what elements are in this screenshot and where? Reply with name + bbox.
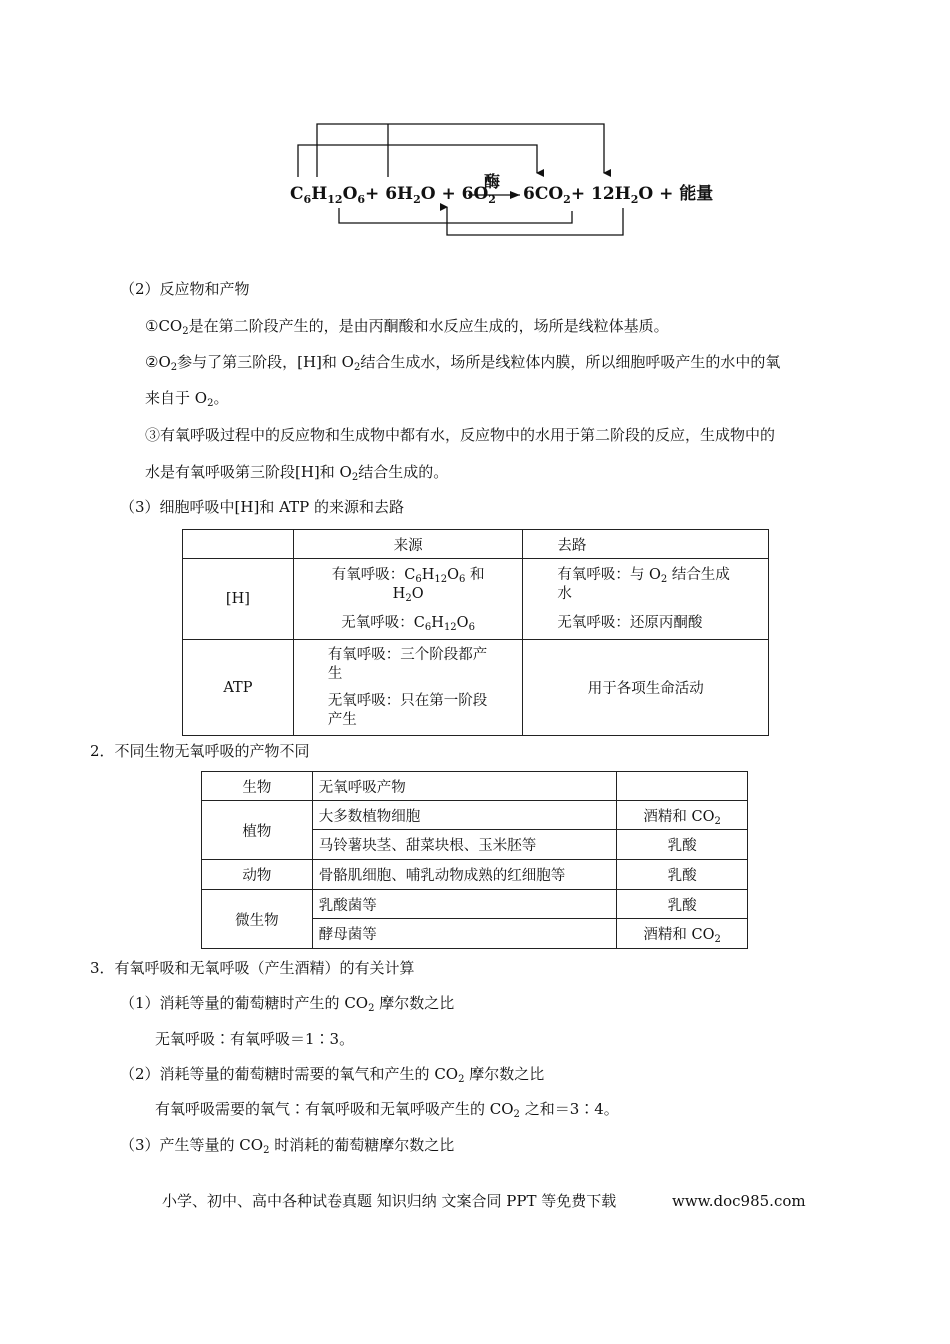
plant-product-2: 乳酸: [617, 830, 748, 860]
para-water-cont: 水是有氧呼吸第三阶段[H]和 $O_2$结合生成的。: [145, 463, 449, 483]
atp-source: 有氧呼吸：三个阶段都产 生 无氧呼吸：只在第一阶段 产生: [293, 640, 523, 736]
col-organism: 生物: [202, 772, 313, 801]
para-water: ③有氧呼吸过程中的反应物和生成物中都有水，反应物中的水用于第二阶段的反应，生成物中的: [145, 426, 776, 444]
section-3-heading: （3）细胞呼吸中[H]和 ATP 的来源和去路: [120, 498, 404, 516]
h-atp-table: [182, 529, 769, 736]
section-2-heading: （2）反应物和产物: [120, 280, 250, 298]
part-3-heading: 3．有氧呼吸和无氧呼吸（产生酒精）的有关计算: [90, 959, 415, 977]
para-co2: $①CO_2$是在第二阶段产生的，是由丙酮酸和水反应生成的，场所是线粒体基质。: [145, 317, 669, 337]
h-destination: 有氧呼吸：与 $O_2$ 结合生成 水 无氧呼吸：还原丙酮酸: [523, 559, 769, 640]
enzyme-label: 酶: [484, 172, 501, 191]
question-1: （1）消耗等量的葡萄糖时产生的 $CO_2$ 摩尔数之比: [120, 994, 455, 1014]
question-2: （2）消耗等量的葡萄糖时需要的氧气和产生的 $CO_2$ 摩尔数之比: [120, 1065, 545, 1085]
plant-cell-2: 马铃薯块茎、甜菜块根、玉米胚等: [312, 830, 616, 860]
answer-1: 无氧呼吸∶有氧呼吸＝1∶3。: [155, 1030, 355, 1048]
plant-label: 植物: [202, 801, 313, 860]
para-o2: $②O_2$参与了第三阶段，[H]和 $O_2$结合生成水，场所是线粒体内膜，所以细胞呼吸产生的水中的氧: [145, 353, 781, 373]
plant-cell-1: 大多数植物细胞: [312, 801, 616, 830]
microbe-product-2: 酒精和 $CO_2$: [617, 919, 748, 949]
anaerobic-products-table: [201, 771, 748, 949]
plant-product-1: 酒精和 $CO_2$: [617, 801, 748, 830]
microbe-cell-1: 乳酸菌等: [312, 890, 616, 919]
equation-products: $6CO_2+ 12H_2O$ + 能量: [523, 184, 714, 206]
microbe-product-1: 乳酸: [617, 890, 748, 919]
col-product: 无氧呼吸产物: [312, 772, 616, 801]
animal-product-1: 乳酸: [617, 860, 748, 890]
microbe-label: 微生物: [202, 890, 313, 949]
question-3: （3）产生等量的 $CO_2$ 时消耗的葡萄糖摩尔数之比: [120, 1136, 455, 1156]
respiration-equation-diagram: [280, 115, 714, 250]
equation-text: $C_6H_{12}O_6+ 6H_2O + 6O_2$: [290, 184, 496, 206]
col-source: 来源: [293, 530, 523, 559]
row-atp-label: ATP: [183, 640, 294, 736]
h-source: 有氧呼吸：$C_6H_{12}O_6$ 和 $H_2O$ 无氧呼吸：$C_6H_{12}O_6$: [293, 559, 523, 640]
answer-2: 有氧呼吸需要的氧气∶有氧呼吸和无氧呼吸产生的 $CO_2$ 之和＝3∶4。: [155, 1100, 619, 1120]
part-2-heading: 2．不同生物无氧呼吸的产物不同: [90, 742, 310, 760]
top-arrows: [298, 124, 623, 235]
row-h-label: [H]: [183, 559, 294, 640]
microbe-cell-2: 酵母菌等: [312, 919, 616, 949]
animal-label: 动物: [202, 860, 313, 890]
footer-text: 小学、初中、高中各种试卷真题 知识归纳 文案合同 PPT 等免费下载: [162, 1192, 617, 1210]
footer-url[interactable]: www.doc985.com: [672, 1192, 806, 1210]
animal-cell-1: 骨骼肌细胞、哺乳动物成熟的红细胞等: [312, 860, 616, 890]
para-o2-cont: 来自于 $O_2$。: [145, 389, 229, 409]
col-destination: 去路: [523, 530, 769, 559]
atp-destination: 用于各项生命活动: [523, 640, 769, 736]
